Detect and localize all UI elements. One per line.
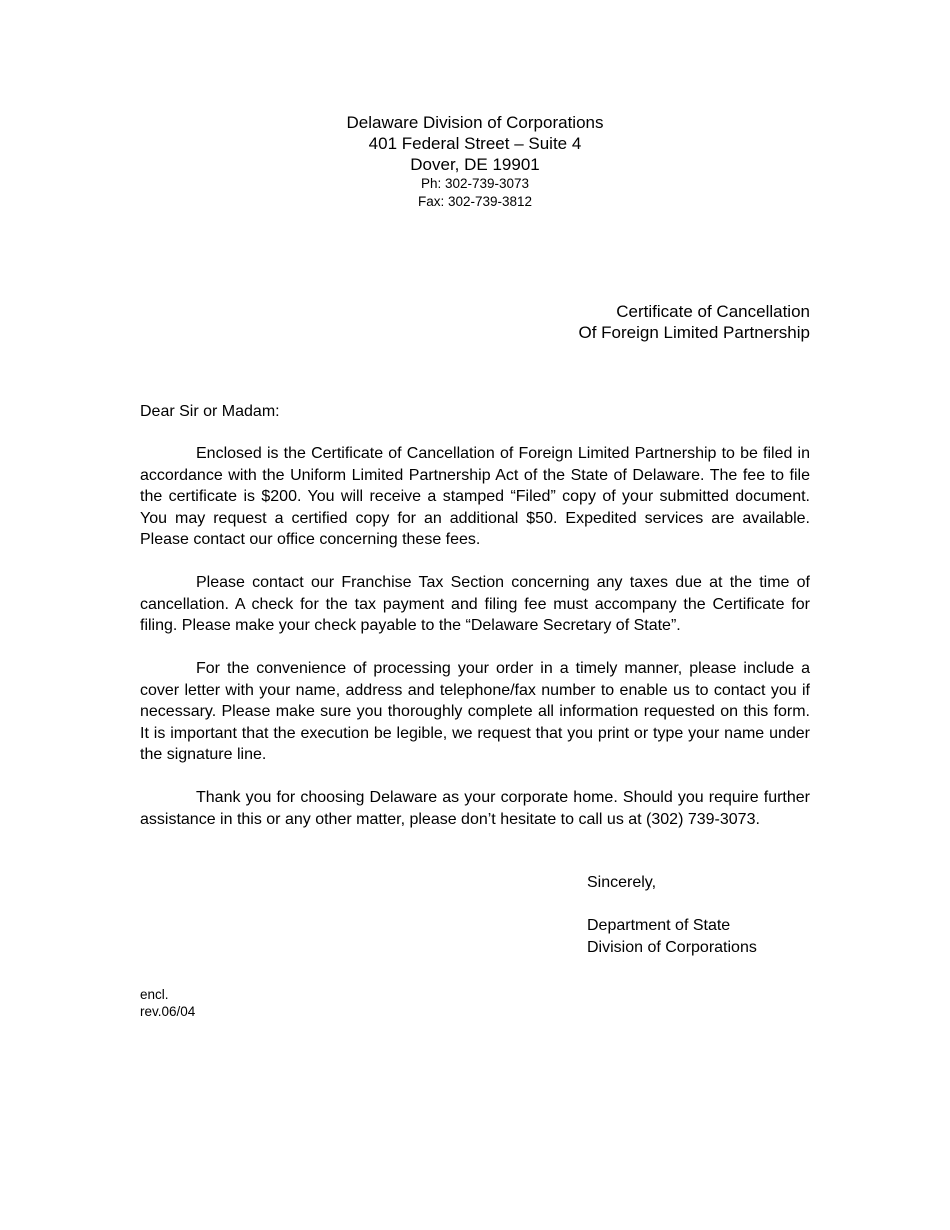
salutation: Dear Sir or Madam: — [140, 403, 280, 420]
city-state-zip: Dover, DE 19901 — [410, 155, 540, 174]
organization-name: Delaware Division of Corporations — [346, 113, 604, 132]
document-title-line-1: Certificate of Cancellation — [616, 302, 810, 321]
revision-note: rev.06/04 — [140, 1004, 196, 1019]
paragraph-franchise-tax: Please contact our Franchise Tax Section concerning any taxes due at the time of cancellation. A check for the tax payment and filing fee must accompany the Certificate for filing. Please make your check payable to the “Delaware Secretary of State”. — [140, 574, 810, 634]
letterhead — [0, 112, 950, 211]
signature-department: Department of State — [587, 917, 731, 934]
phone-number: Ph: 302-739-3073 — [420, 176, 530, 191]
paragraph-fees: Enclosed is the Certificate of Cancellation of Foreign Limited Partnership to be filed in accordance with the Uniform Limited Partnership Act of the State of Delaware. The fee to file the certificate is $200. You will receive a stamped “Filed” copy of your submitted document. You may request a certified copy for an additional $50. Expedited services are available. Please contact our office concerning these fees. — [140, 445, 810, 548]
street-address: 401 Federal Street – Suite 4 — [368, 134, 582, 153]
document-title — [579, 301, 811, 343]
footer-notes — [140, 986, 195, 1020]
paragraph-thank-you: Thank you for choosing Delaware as your corporate home. Should you require further assistance in this or any other matter, please don’t hesitate to call us at (302) 739-3073. — [140, 789, 810, 828]
paragraph-processing: For the convenience of processing your order in a timely manner, please include a cover letter with your name, address and telephone/fax number to enable us to contact you if necessary. Please make sure you thoroughly complete all information requested on this form. It is important that the execution be legible, we request that you print or type your name under the signature line. — [140, 660, 810, 763]
enclosure-note: encl. — [140, 987, 169, 1002]
fax-number: Fax: 302-739-3812 — [417, 194, 533, 209]
closing-sincerely: Sincerely, — [587, 874, 657, 891]
document-title-line-2: Of Foreign Limited Partnership — [578, 323, 810, 342]
signature-division: Division of Corporations — [587, 938, 757, 956]
signature-block — [587, 915, 757, 958]
